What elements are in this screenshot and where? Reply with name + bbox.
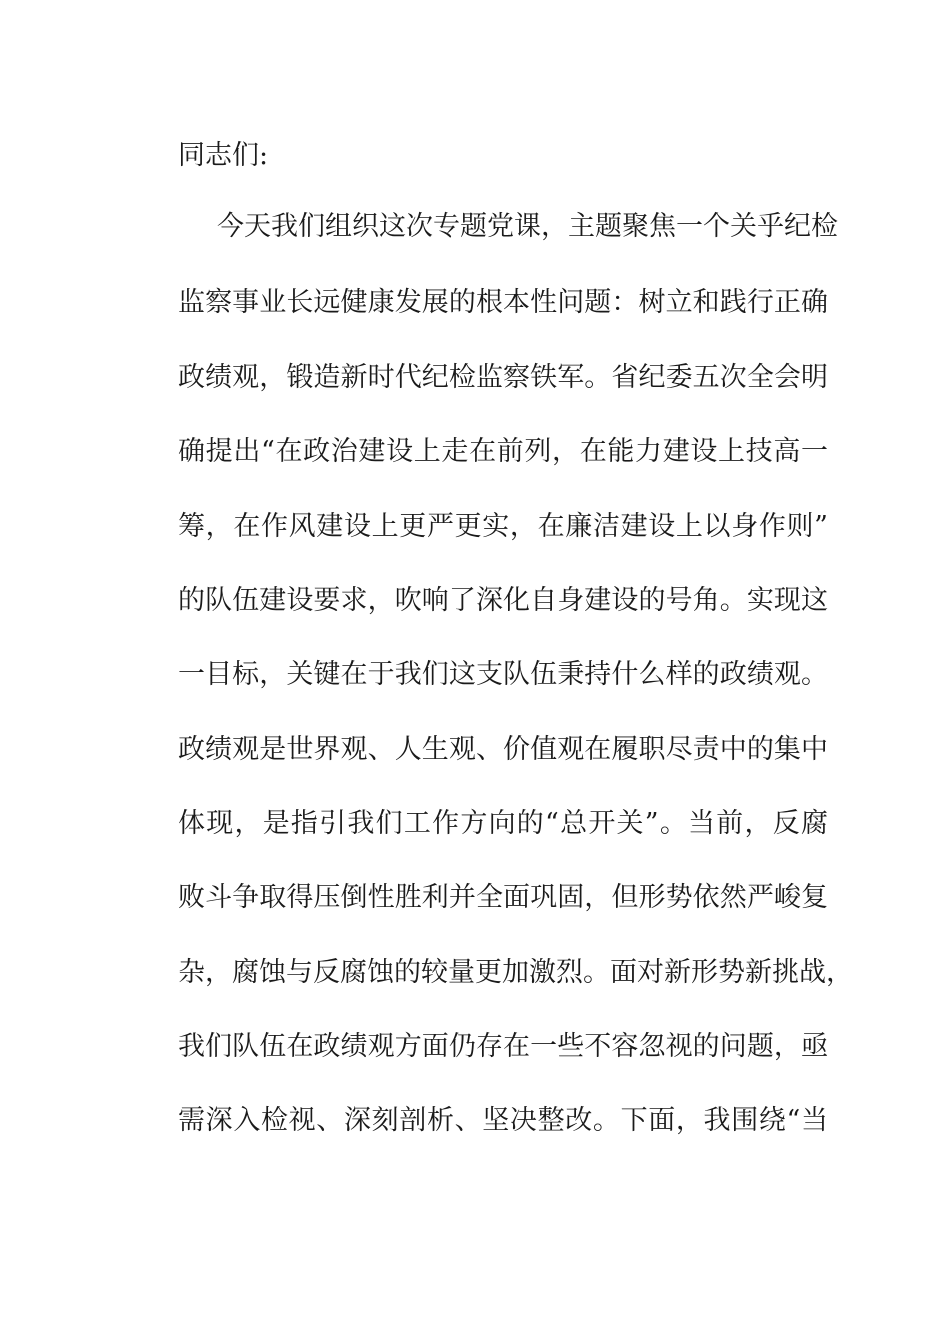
paragraph-line: 筹，在作风建设上更严更实，在廉洁建设上以身作则”: [178, 511, 828, 542]
paragraph-line: 监察事业长远健康发展的根本性问题：树立和践行正确: [178, 287, 828, 318]
paragraph-line: 的队伍建设要求，吹响了深化自身建设的号角。实现这: [178, 585, 828, 616]
paragraph-line: 政绩观，锻造新时代纪检监察铁军。省纪委五次全会明: [178, 362, 828, 393]
paragraph-line: 今天我们组织这次专题党课，主题聚焦一个关乎纪检: [217, 211, 838, 242]
paragraph-line: 政绩观是世界观、人生观、价值观在履职尽责中的集中: [178, 734, 828, 765]
paragraph-line: 需深入检视、深刻剖析、坚决整改。下面，我围绕“当: [178, 1105, 828, 1136]
paragraph-line: 我们队伍在政绩观方面仍存在一些不容忽视的问题，亟: [178, 1031, 828, 1062]
paragraph-line: 败斗争取得压倒性胜利并全面巩固，但形势依然严峻复: [178, 882, 828, 913]
paragraph-line: 体现，是指引我们工作方向的“总开关”。当前，反腐: [178, 808, 828, 839]
paragraph-line: 一目标，关键在于我们这支队伍秉持什么样的政绩观。: [178, 659, 828, 690]
paragraph-line: 确提出“在政治建设上走在前列，在能力建设上技高一: [178, 436, 828, 467]
salutation: 同志们:: [178, 140, 269, 171]
paragraph-line: 杂，腐蚀与反腐蚀的较量更加激烈。面对新形势新挑战，: [178, 957, 853, 988]
